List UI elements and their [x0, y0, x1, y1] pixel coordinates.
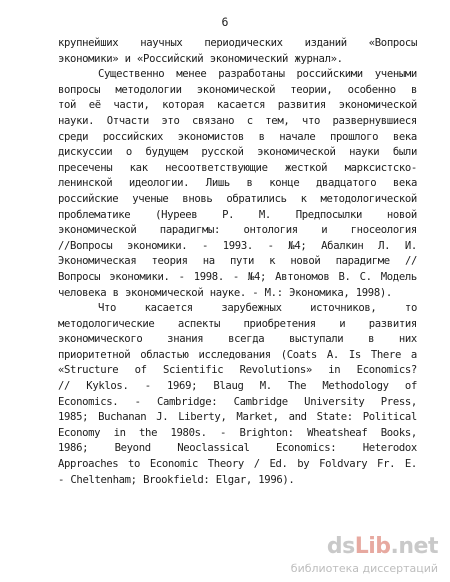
word: крупнейших: [58, 37, 119, 49]
word: Cambridge:: [156, 395, 218, 408]
word: Blaug: [213, 380, 244, 393]
word: /: [253, 458, 260, 471]
word: менее: [176, 68, 207, 81]
word: in: [328, 364, 341, 377]
document-body: [58, 36, 417, 488]
word: Fr.: [377, 458, 396, 471]
word: исследования: [198, 348, 271, 361]
word: Экономика,: [289, 286, 350, 299]
text-line: [58, 270, 417, 286]
text-line: [58, 457, 417, 473]
word: экономики»: [58, 52, 119, 65]
word: Лишь: [205, 177, 230, 190]
text-line: [58, 52, 417, 68]
word: Theory: [207, 458, 244, 471]
word: её: [88, 99, 101, 112]
word: Methodology: [322, 380, 389, 393]
word: 1969;: [167, 380, 198, 393]
word: There: [370, 348, 401, 361]
word: в: [246, 177, 253, 190]
word: экономического: [58, 333, 143, 346]
word: в: [368, 333, 375, 346]
word: пресечены: [58, 161, 113, 174]
word: экономической: [338, 99, 417, 112]
word: Что: [98, 302, 117, 315]
word: особенно: [347, 83, 396, 96]
word: приобретения: [243, 317, 316, 330]
word: (Нуреев: [155, 208, 198, 221]
word: №4;: [248, 270, 267, 283]
text-line: [58, 473, 417, 489]
word: «Российский: [137, 52, 204, 65]
word: прошлого: [329, 130, 379, 143]
word: -: [144, 380, 151, 393]
word: развития: [277, 99, 326, 112]
word: of: [134, 364, 147, 377]
word: парадигме: [335, 255, 390, 268]
word: приоритетной: [58, 348, 131, 361]
text-line: [58, 254, 417, 270]
word: касается: [216, 99, 266, 112]
text-line: [58, 208, 417, 224]
word: и: [124, 52, 131, 65]
word: University: [304, 395, 365, 408]
word: связано: [192, 114, 235, 127]
word: экономистов: [177, 130, 244, 143]
word: то: [404, 302, 417, 315]
word: и: [321, 224, 328, 237]
word: онтология: [243, 224, 298, 237]
word: J.: [156, 411, 169, 424]
word: Foldvary: [319, 458, 368, 471]
word: науки.: [58, 114, 95, 127]
text-line: [58, 286, 417, 302]
word: Elgar,: [215, 473, 252, 486]
word: Отчасти: [106, 114, 149, 127]
word: Beyond: [114, 442, 151, 455]
text-line: [58, 301, 417, 317]
word: 1996).: [258, 473, 295, 486]
text-line: [58, 363, 417, 379]
word: Economic: [149, 458, 199, 471]
word: М.:: [264, 286, 283, 299]
word: to: [128, 458, 141, 471]
word: Brookfield:: [143, 473, 210, 486]
text-line: [58, 161, 417, 177]
word: Economics:: [275, 442, 337, 455]
word: обратились: [226, 192, 287, 205]
word: State:: [316, 411, 353, 424]
word: областью: [140, 348, 189, 361]
text-line: [58, 83, 417, 99]
word: 1993.: [222, 239, 253, 252]
word: марксистско-: [344, 161, 417, 174]
word: №4;: [288, 239, 307, 252]
word: всегда: [228, 333, 265, 346]
watermark-caption: библиотека диссертаций: [290, 562, 438, 575]
word: научных: [140, 37, 183, 49]
word: Kyklos.: [86, 380, 129, 393]
word: экономический: [209, 52, 289, 65]
watermark-logo: dsLib.net: [326, 534, 438, 559]
word: как: [129, 161, 148, 174]
word: Вопросы: [58, 270, 101, 283]
word: Books,: [380, 426, 417, 439]
text-line: [58, 379, 417, 395]
word: Market,: [236, 411, 279, 424]
word: a: [410, 348, 417, 361]
word: русской: [201, 146, 244, 159]
word: учеными: [374, 68, 417, 81]
word: И.: [404, 239, 417, 252]
word: Neoclassical: [177, 442, 250, 455]
word: -: [220, 426, 227, 439]
word: Economy: [58, 426, 101, 439]
word: Brighton:: [239, 426, 294, 439]
word: Buchanan: [98, 411, 147, 424]
word: Approaches: [58, 458, 119, 471]
word: журнал».: [294, 52, 343, 65]
word: о: [125, 146, 132, 159]
word: развития: [368, 317, 417, 330]
word: методологии: [115, 83, 182, 96]
word: новой: [386, 208, 417, 221]
word: периодических: [204, 37, 283, 49]
word: Liberty,: [178, 411, 227, 424]
word: экономической: [257, 146, 336, 159]
word: начале: [279, 130, 316, 143]
word: ученые: [132, 192, 169, 205]
text-line: [58, 145, 417, 161]
word: парадигмы:: [159, 224, 221, 237]
word: источников,: [310, 302, 377, 315]
watermark: [258, 535, 438, 577]
word: Cambridge: [233, 395, 288, 408]
word: них: [398, 333, 417, 346]
word: и: [339, 317, 346, 330]
word: среди: [58, 130, 89, 143]
word: Абалкин: [321, 239, 364, 252]
word: -: [134, 395, 141, 408]
word: идеологии.: [128, 177, 190, 190]
text-line: [58, 192, 417, 208]
word: знания: [167, 333, 204, 346]
word: конце: [269, 177, 300, 190]
word: новой: [290, 255, 321, 268]
word: науки: [349, 146, 380, 159]
text-line: [58, 317, 417, 333]
word: ленинской: [58, 177, 113, 190]
word: Wheatsheaf: [307, 426, 368, 439]
word: -: [267, 239, 274, 252]
text-line: [58, 395, 417, 411]
word: Модель: [380, 270, 417, 283]
word: вновь: [182, 192, 213, 205]
word: С.: [359, 270, 372, 283]
word: Economics?: [356, 364, 417, 377]
word: касается: [144, 302, 193, 315]
word: M.: [259, 380, 272, 393]
text-line: [58, 426, 417, 442]
word: в: [410, 83, 417, 96]
word: E.: [404, 458, 417, 471]
word: Heterodox: [362, 442, 417, 455]
word: в: [112, 286, 119, 299]
word: которая: [162, 99, 205, 112]
word: зарубежных: [221, 302, 282, 315]
word: 1980s.: [170, 426, 207, 439]
word: //Вопросы: [58, 239, 113, 252]
word: Р.: [222, 208, 235, 221]
word: -: [201, 239, 209, 252]
word: методологической: [320, 192, 417, 205]
word: -: [178, 270, 185, 283]
word: Revolutions»: [239, 364, 312, 377]
word: Cheltenham;: [70, 473, 137, 486]
word: были: [392, 146, 417, 159]
word: аспекты: [177, 317, 221, 330]
word: В.: [338, 270, 351, 283]
word: экономической: [196, 83, 276, 96]
word: Is: [348, 348, 361, 361]
text-line: [58, 114, 417, 130]
word: the: [139, 426, 158, 439]
word: это: [161, 114, 180, 127]
text-line: [58, 67, 417, 83]
word: несоответствующие: [165, 161, 268, 174]
word: 1986;: [58, 442, 89, 455]
word: тем,: [265, 114, 290, 127]
word: Press,: [380, 395, 417, 408]
word: что: [301, 114, 321, 127]
word: будущем: [145, 146, 188, 159]
word: The: [288, 380, 307, 393]
word: разработаны: [218, 68, 285, 81]
text-line: [58, 36, 417, 52]
word: экономики.: [109, 270, 170, 283]
word: экономики.: [126, 239, 188, 252]
word: экономической: [58, 224, 137, 237]
word: с: [246, 114, 253, 127]
text-line: [58, 332, 417, 348]
text-line: [58, 348, 417, 364]
word: -: [58, 473, 65, 486]
word: Л.: [378, 239, 391, 252]
word: пути: [229, 255, 255, 268]
word: теории,: [290, 83, 333, 96]
word: выступали: [289, 333, 344, 346]
word: той: [58, 99, 77, 112]
page-number: 6: [221, 15, 229, 29]
word: к: [269, 255, 276, 268]
word: науке.: [209, 286, 246, 299]
word: человека: [58, 286, 107, 299]
word: Ed.: [269, 458, 288, 471]
word: проблематике: [58, 208, 131, 221]
text-line: [58, 176, 417, 192]
word: «Вопросы: [368, 37, 417, 49]
word: российскими: [296, 68, 363, 81]
word: теория: [151, 255, 188, 268]
word: изданий: [304, 37, 347, 49]
word: (Coats: [280, 348, 317, 361]
word: «Structure: [58, 364, 119, 377]
word: в: [258, 130, 265, 143]
word: of: [404, 380, 417, 393]
word: Political: [362, 411, 417, 424]
word: Существенно: [98, 68, 165, 81]
text-line: [58, 223, 417, 239]
word: in: [113, 426, 126, 439]
word: Scientific: [163, 364, 224, 377]
word: -: [232, 270, 239, 283]
word: российских: [102, 130, 164, 143]
text-line: [58, 98, 417, 114]
word: вопросы: [58, 83, 101, 96]
word: 1998.: [193, 270, 224, 283]
word: экономической: [124, 286, 204, 299]
word: развернувшиеся: [332, 114, 417, 127]
word: //: [404, 255, 417, 268]
word: and: [288, 411, 307, 424]
word: методологические: [58, 317, 155, 330]
word: Экономическая: [58, 255, 137, 268]
text-line: [58, 130, 417, 146]
word: Предпосылки: [295, 208, 363, 221]
word: на: [202, 255, 215, 268]
word: A.: [326, 348, 339, 361]
word: двадцатого: [315, 177, 377, 190]
word: жесткой: [285, 161, 328, 174]
text-line: [58, 441, 417, 457]
word: by: [297, 458, 310, 471]
word: к: [300, 192, 307, 205]
word: 1985;: [58, 411, 89, 424]
text-line: [58, 410, 417, 426]
word: дискуссии: [58, 146, 113, 159]
text-line: [58, 239, 417, 255]
word: //: [58, 380, 71, 393]
word: -: [252, 286, 259, 299]
word: части,: [113, 99, 150, 112]
word: М.: [258, 208, 271, 221]
word: Автономов: [275, 270, 330, 283]
word: российские: [58, 192, 119, 205]
word: века: [392, 130, 417, 143]
word: 1998).: [355, 286, 392, 299]
word: Economics.: [58, 395, 119, 408]
word: века: [392, 177, 417, 190]
word: гносеология: [350, 224, 417, 237]
